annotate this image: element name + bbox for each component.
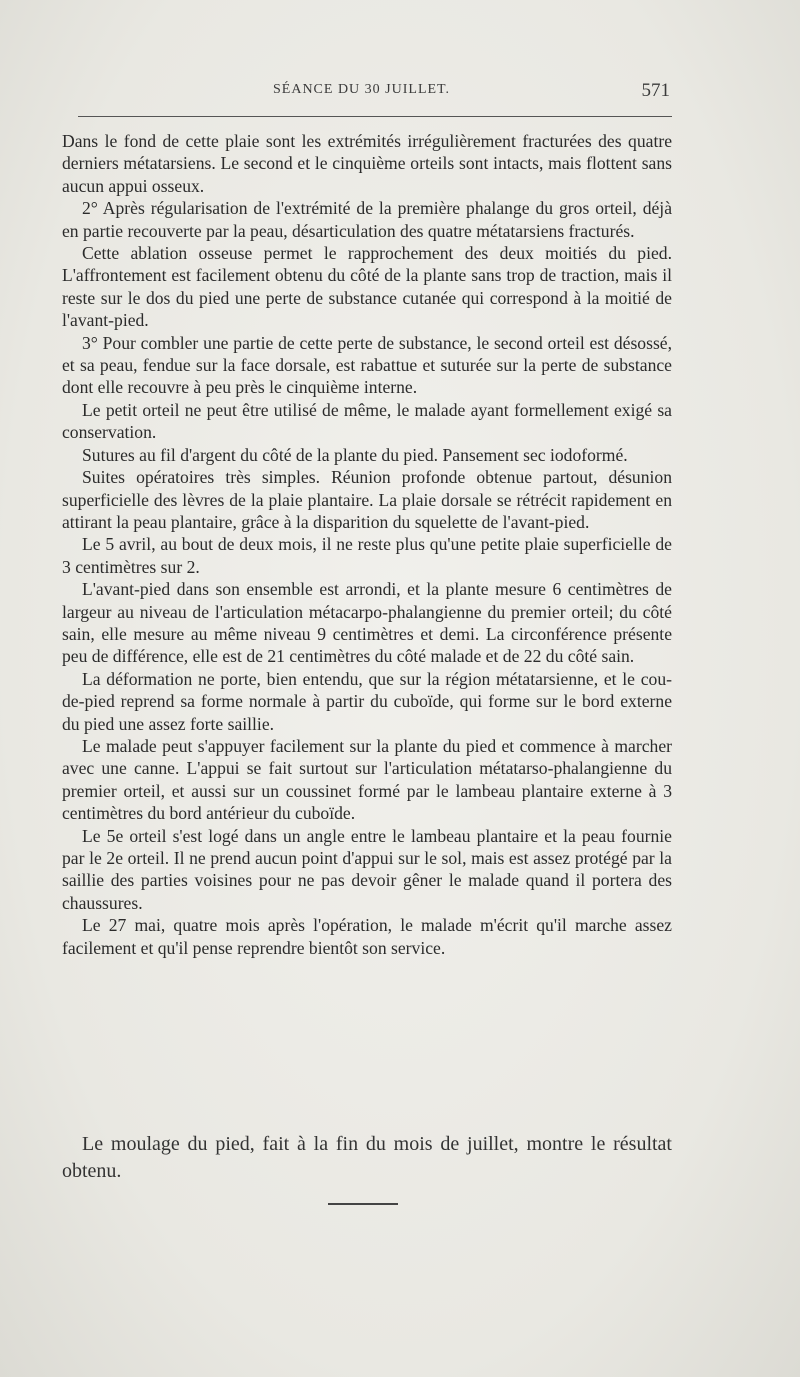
paragraph: La déformation ne porte, bien entendu, que sur la région métatarsienne, et le cou-de-pied reprend sa forme normale à partir du cuboïde, qui forme sur le bord externe du pied une assez forte saillie.: [62, 668, 672, 734]
paragraph: Le 5e orteil s'est logé dans un angle entre le lambeau plantaire et la peau fournie par le 2e orteil. Il ne prend aucun point d'appui sur le sol, mais est assez protégé par la saillie des parties voisines pour ne pas devoir gêner le malade quand il portera des chaussures.: [62, 825, 672, 913]
paragraph: Le petit orteil ne peut être utilisé de même, le malade ayant formellement exigé sa conservation.: [62, 399, 672, 443]
paragraph: Suites opératoires très simples. Réunion profonde obtenue partout, désunion superficielle des lèvres de la plaie plantaire. La plaie dorsale se rétrécit rapidement en attirant la peau plantaire, grâce à la disparition du squelette de l'avant-pied.: [62, 467, 672, 532]
closing-note: [62, 1131, 672, 1185]
page-header: [78, 80, 672, 104]
closing-paragraph: Le moulage du pied, fait à la fin du mois de juillet, montre le résultat obtenu.: [62, 1133, 672, 1182]
paragraph: Le malade peut s'appuyer facilement sur la plante du pied et commence à marcher avec une canne. L'appui se fait surtout sur l'articulation métatarso-phalangienne du premier orteil, et aussi sur un coussinet formé par le lambeau plantaire externe à 3 centimètres du bord antérieur du cuboïde.: [62, 735, 672, 824]
paragraph: L'avant-pied dans son ensemble est arrondi, et la plante mesure 6 centimètres de largeur au niveau de l'articulation métacarpo-phalangienne du premier orteil; du côté sain, elle mesure au même niveau 9 centimètres et demi. La circonférence présente peu de différence, elle est de 21 centimètres du côté malade et de 22 du côté sain.: [62, 579, 672, 667]
paragraph: Cette ablation osseuse permet le rapprochement des deux moitiés du pied. L'affrontement est facilement obtenu du côté de la plante sans trop de traction, mais il reste sur le dos du pied une perte de substance cutanée qui correspond à la moitié de l'avant-pied.: [62, 243, 672, 331]
paragraph: 2° Après régularisation de l'extrémité de la première phalange du gros orteil, déjà en partie recouverte par la peau, désarticulation des quatre métatarsiens fracturés.: [62, 198, 672, 241]
end-rule: [328, 1203, 398, 1205]
header-rule: [78, 116, 672, 117]
page-number: 571: [641, 80, 670, 101]
paragraph: Le 5 avril, au bout de deux mois, il ne reste plus qu'une petite plaie superficielle de 3 centimètres sur 2.: [62, 534, 672, 577]
body-text: [62, 130, 672, 959]
paragraph: Dans le fond de cette plaie sont les extrémités irrégulièrement fracturées des quatre derniers métatarsiens. Le second et le cinquième orteils sont intacts, mais flottent sans aucun appui osseux.: [62, 131, 672, 196]
paragraph: Le 27 mai, quatre mois après l'opération, le malade m'écrit qu'il marche assez facilement et qu'il pense reprendre bientôt son service.: [62, 915, 672, 958]
paragraph: Sutures au fil d'argent du côté de la plante du pied. Pansement sec iodoformé.: [82, 444, 628, 465]
running-title: SÉANCE DU 30 JUILLET.: [273, 82, 451, 97]
paragraph: 3° Pour combler une partie de cette perte de substance, le second orteil est désossé, et sa peau, fendue sur la face dorsale, est rabattue et suturée sur la perte de substance dont elle recouvre à peu près le cinquième interne.: [62, 332, 672, 398]
